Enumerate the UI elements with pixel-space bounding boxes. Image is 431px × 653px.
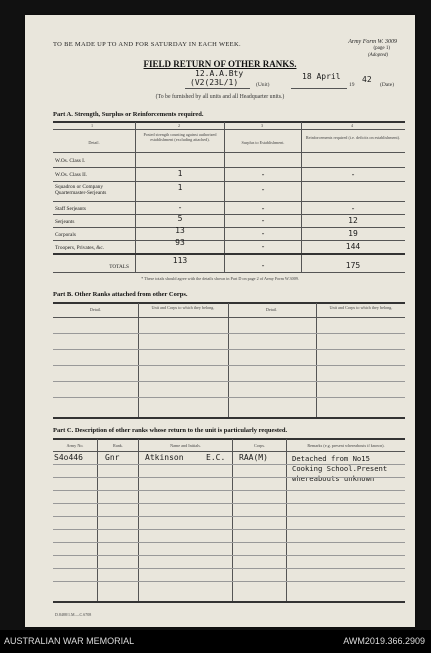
part-b-bottom-rule [53,417,405,419]
part-a-colnum-1: 1 [91,123,94,128]
entry-remarks-line1: Detached from No15 [292,454,370,463]
part-c-bottom-rule [53,601,405,603]
part-a-colnum-4: 4 [351,123,354,128]
cell-surplus: - [260,204,266,213]
cell-surplus: - [260,216,266,225]
part-b-header-detail-2: Detail. [265,307,278,312]
part-c-row-rule [53,503,405,504]
cell-posted: 93 [175,238,185,247]
cell-reinf: - [350,204,356,213]
part-c-header-corps: Corps. [253,443,266,448]
cell-posted: 1 [177,183,183,192]
part-c-row-rule [53,568,405,569]
unit-value: 12.A.A.Bty [195,69,244,78]
part-c-rule [53,451,405,452]
row-label-troopers: Troopers, Privates, &c. [55,245,105,251]
part-c-row-rule [53,529,405,530]
total-reinf: 175 [345,261,361,270]
part-b-rule [53,317,405,318]
part-a-row-rule [53,214,405,215]
entry-rank: Gnr [105,453,120,462]
page-title: FIELD RETURN OF OTHER RANKS. [143,59,297,69]
year-value: 42 [362,75,372,84]
part-a-bottom-rule [53,272,405,273]
archive-caption-bar [0,630,431,653]
part-c-header-name: Name and Initials. [170,443,201,448]
cell-posted: - [177,203,183,212]
cell-reinf: 144 [345,242,361,251]
part-a-header-posted: Posted strength counting against authorized establishment (excluding attached). [143,132,217,142]
part-c-row-rule [53,464,405,465]
part-a-header-detail: Detail. [88,140,100,145]
part-a-row-rule [53,181,405,182]
part-b-row-rule [53,381,405,382]
part-a-rule [53,129,405,130]
part-a-header-reinf: Reinforcements required (i.e. deficits on establishment). [305,135,401,140]
cell-reinf: 12 [348,216,358,225]
page-ref: (page 1) [373,46,390,51]
part-a-rule [53,152,405,153]
part-c-row-rule [53,542,405,543]
part-c-header-rank: Rank. [113,443,123,448]
row-label-serjeants: Serjeants [55,219,75,225]
top-instruction: TO BE MADE UP TO AND FOR SATURDAY IN EACH WEEK. [53,41,241,48]
print-code: D.8488/1.M.—C.6708 [55,612,92,617]
entry-army-no: S4o446 [54,453,83,462]
part-a-totals-rule [53,253,405,255]
total-surplus: - [260,261,266,270]
cell-surplus: - [260,170,266,179]
part-a-colnum-2: 2 [178,123,181,128]
part-a-title: Part A. Strength, Surplus or Reinforcements required. [53,111,204,118]
part-c-row-rule [53,581,405,582]
part-a-row-rule [53,201,405,202]
part-b-row-rule [53,365,405,366]
part-b-row-rule [53,349,405,350]
entry-remarks-line2: Cooking School.Present [292,464,388,473]
cell-reinf: - [350,170,356,179]
row-label-staff-serjeants: Staff Serjeants [55,206,86,212]
unit-value-sub: (V2(23L/1) [190,78,239,87]
part-b-header-unit: Unit and Corps to which they belong. [151,305,215,310]
cell-posted: 1 [177,169,183,178]
entry-corps: RAA(M) [239,453,268,462]
year-prefix: 19 [349,82,355,88]
date-underline [291,88,347,89]
row-label-wo1: W.Os. Class I. [55,158,86,164]
cell-reinf: 19 [348,229,358,238]
part-a-row-rule [53,167,405,168]
cell-posted: 5 [177,214,183,223]
entry-name: Atkinson [145,453,184,462]
part-c-row-rule [53,516,405,517]
totals-label: TOTALS [109,264,129,270]
date-label: (Date) [380,82,395,88]
cell-surplus: - [260,229,266,238]
form-sheet [25,15,415,627]
part-c-title: Part C. Description of other ranks whose return to the unit is particularly requested. [53,427,288,434]
entry-initials: E.C. [206,453,226,462]
part-c-row-rule [53,555,405,556]
part-b-col-divider [316,303,317,417]
cell-posted: 13 [175,226,185,235]
archive-accession-number: AWM2019.366.2909 [343,636,425,646]
part-b-row-rule [53,397,405,398]
part-c-header-army-no: Army No. [66,443,84,448]
cell-surplus: - [260,185,266,194]
entry-remarks-line3: whereabouts unknown [292,474,375,483]
part-a-col-divider [301,122,302,272]
part-b-top-rule [53,302,405,304]
part-a-row-rule [53,240,405,241]
part-b-header-unit-2: Unit and Corps to which they belong. [329,305,393,310]
part-b-row-rule [53,333,405,334]
part-b-header-detail: Detail. [89,307,102,312]
unit-label: (Unit) [256,82,270,88]
cell-surplus: - [260,242,266,251]
part-a-col-divider [135,122,136,272]
part-a-header-surplus: Surplus to Establishment. [241,140,285,145]
archive-left-caption: AUSTRALIAN WAR MEMORIAL [4,636,135,646]
part-b-title: Part B. Other Ranks attached from other Corps. [53,291,188,298]
total-posted: 113 [172,256,188,265]
part-c-row-rule [53,477,405,478]
part-c-header-remarks: Remarks (e.g. present whereabouts if known). [307,443,385,448]
part-b-col-divider [228,303,229,417]
part-c-top-rule [53,438,405,440]
part-b-col-divider [138,303,139,417]
unit-underline [185,88,250,89]
part-c-row-rule [53,490,405,491]
part-a-row-rule [53,227,405,228]
date-value: 18 April [302,72,341,81]
adopted-note: (Adopted) [368,53,388,58]
form-ref: Army Form W. 3009 [348,39,397,45]
furnished-note: (To be furnished by all units and all Headquarter units.) [155,94,285,100]
row-label-wo2: W.Os. Class II. [55,172,88,178]
part-a-colnum-3: 3 [261,123,264,128]
part-a-footnote: * These totals should agree with the details shown in Part D on page 2 of Army Form W.3009. [141,276,299,281]
row-label-cqms: Squadron or Company Quartermaster-Serjeants [55,184,107,197]
row-label-corporals: Corporals [55,232,76,238]
